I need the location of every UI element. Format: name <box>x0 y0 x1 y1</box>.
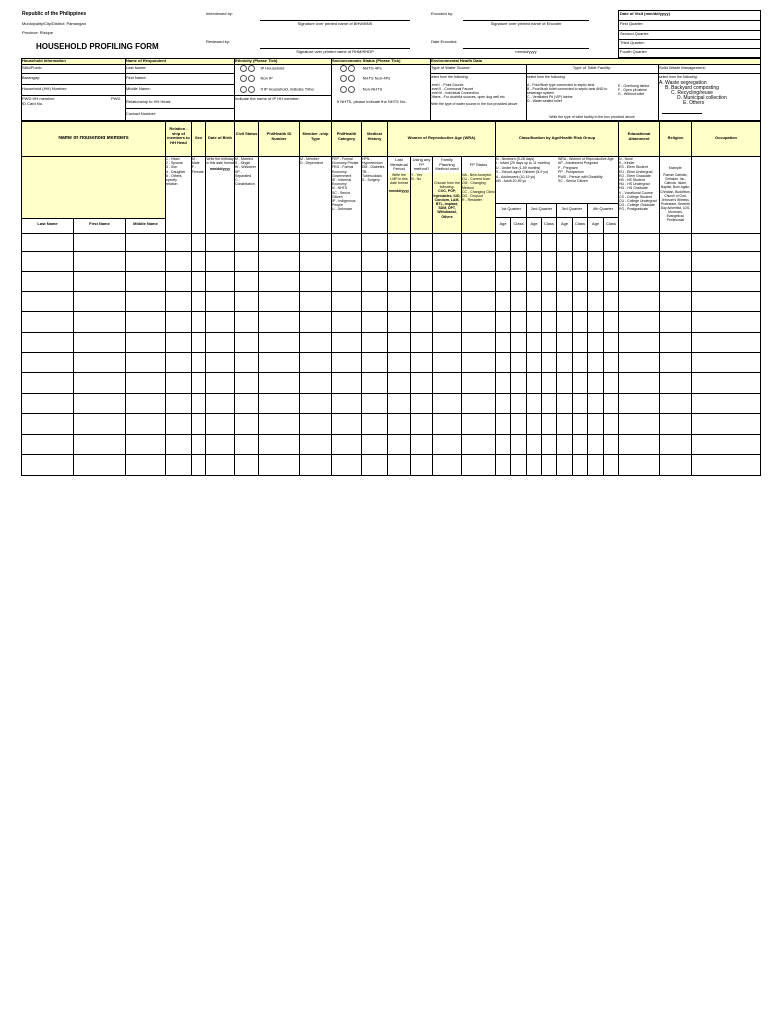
using-legend <box>411 173 432 233</box>
legend-item: CM - Changing Method <box>462 181 486 190</box>
legend-item: I - Infant (29 days up to 11 months) <box>496 161 551 166</box>
respondent-relationship[interactable]: Relationship to HH Head: <box>126 99 172 104</box>
legend-item: TB - Tuberculosis <box>362 169 382 178</box>
respondent-first-name[interactable]: First Name: <box>126 75 147 80</box>
col-using-fp: Using any FP method? <box>412 158 431 172</box>
water-opt: Level I - Point Source <box>430 83 464 88</box>
if-ip-label: If IP Household, indicate Tribe: <box>260 86 315 92</box>
class-heading: Class <box>574 222 585 226</box>
legend-item: ES - Elem Student <box>619 165 648 170</box>
water-opt: Others - For doubtful sources, open dug well etc. <box>430 95 506 100</box>
legend-item: HG - HS Graduate <box>619 186 648 191</box>
toilet-opt: C - Ventilated Pit (VIP) latrine <box>527 95 573 100</box>
solid-opt: B. Backyard composting <box>665 85 719 92</box>
legend-item: mm/dd/yyyy <box>388 188 410 193</box>
legend-item: IE - Informal Economy <box>332 177 352 187</box>
toilet-note: Write the type of toilet facility in the box provided above <box>549 115 635 119</box>
solid-opt: C. Recycling/reuse <box>671 90 713 97</box>
legend-item: FEG - Formal Economy Government <box>332 165 354 178</box>
lmp-legend <box>388 173 410 233</box>
col-ph-category: PhilHealth Category <box>336 132 357 141</box>
legend-item: DM - Diabetes <box>362 165 385 170</box>
col-last-name: Last Name <box>37 222 58 226</box>
solid-opt: A. Waste segregation <box>659 80 707 87</box>
legend-item: WRA - Women of Reproductive Age <box>558 157 614 161</box>
solid-waste-field[interactable]: Solid Waste Management: <box>659 65 706 70</box>
legend-item: F - Female <box>192 165 204 174</box>
toilet-opt: F - Open pit latrine <box>618 88 647 93</box>
legend-item: CU - Current User <box>462 177 491 182</box>
toilet-opt: E - Overhung latrine <box>618 84 650 88</box>
legend-item: PWD - Person with Disability <box>558 174 603 179</box>
class-heading: Class <box>605 222 616 226</box>
id-card-field[interactable]: ID Card No. <box>22 101 44 106</box>
legend-item: A - Adolescent (10-19 yo) <box>496 174 536 179</box>
encoded-by-label: Encoded by: <box>431 11 454 16</box>
legend-item: NA - New Acceptor <box>462 173 492 177</box>
legend-item: N - No <box>411 177 422 182</box>
republic-text: Republic of the Philippines <box>22 11 87 17</box>
respondent-contact[interactable]: Contact Number: <box>126 111 157 116</box>
legend-item: Choose from the following: <box>434 181 460 190</box>
col-middle-name: Middle Name <box>133 222 158 226</box>
legend-item: M - Member <box>300 157 319 161</box>
ip-household-label: IP Household <box>260 65 285 71</box>
religion-legend <box>660 166 691 226</box>
legend-item: S - Single <box>235 161 251 166</box>
fourth-quarter-field[interactable]: Fourth Quarter: <box>620 49 648 54</box>
class-legend-a <box>496 157 558 202</box>
legend-item: IP - Indigenous People <box>332 198 356 208</box>
col-wra: Women of Reproductive Age (WRA) <box>407 136 476 140</box>
province-text: Province: Rizique <box>22 30 54 35</box>
education-legend <box>619 157 659 233</box>
legend-item: specify <box>166 177 177 182</box>
legend-item: Roman Catholic, Christian, Inc., Catholic, Islam, Baptist, Born Again, Christian, Buddhism, Church of God, Jehovah's Witness, Protestant, Seventh Day Adventist, LDS-Mormons, Evangelical, Pentecostal <box>660 173 691 223</box>
quarter-3-heading: 3rd Quarter <box>561 207 583 211</box>
visit-title: Date of Visit (mm/dd/yyyy) <box>620 11 670 16</box>
legend-item: FEP - Formal Economy Private <box>332 157 359 166</box>
pwd-member-field[interactable]: PWD HH member: <box>22 96 56 101</box>
date-format-caption: mm/dd/yyyy <box>515 49 537 54</box>
pwd-label: PWD <box>111 96 121 101</box>
col-religion: Religion <box>667 136 684 140</box>
solid-select-caption: select from the following: <box>659 75 698 79</box>
col-name-members: Name of Household Members <box>58 136 129 141</box>
legend-item: PG - Postgraduate <box>619 207 648 212</box>
category-legend <box>332 157 361 217</box>
legend-item: mm/dd/yyyy <box>209 167 231 172</box>
col-philhealth-id: PhilHealth ID Number <box>266 132 292 141</box>
legend-item: 4 - Daughter <box>166 169 186 174</box>
sitio-field[interactable]: Sitio/Purok: <box>22 65 43 70</box>
age-heading: Age <box>499 222 507 226</box>
legend-item: 5 - Others, <box>166 173 183 178</box>
legend-item: P - Pregnant <box>558 165 578 170</box>
nhts-4ps-label: NHTS 4Ps <box>362 65 382 71</box>
legend-item: V - Vocational Course <box>619 190 653 195</box>
col-lmp: Last Menstrual Period <box>390 158 408 172</box>
toilet-opt: D - Water-sealed toilet <box>527 99 562 104</box>
legend-item: SP - Separated <box>235 169 252 178</box>
legend-item: S - Surgery <box>362 177 380 182</box>
second-quarter-field[interactable]: Second Quarter: <box>620 31 650 36</box>
socio-heading: Socioeconomic Status (Please Tick) <box>332 58 401 63</box>
legend-item: EU - Elem Undergrad <box>619 169 653 174</box>
quarter-1-heading: 1st Quarter <box>500 207 521 211</box>
class-heading: Class <box>543 222 554 226</box>
nhts-non4ps-label: NHTS Non-4Ps <box>362 75 391 81</box>
water-note: Write the type of water source in the box provided above <box>430 102 518 107</box>
non-ip-label: Non IP <box>260 75 273 81</box>
date-encoded-label: Date Encoded: <box>431 39 458 44</box>
col-member-type: Member -ship Type <box>302 132 329 141</box>
sig-encoder-caption: Signature over printed name of Encoder <box>490 21 562 26</box>
legend-item: PP - Postpartum <box>558 170 584 175</box>
legend-item: CC - Changing Clinic <box>462 189 495 194</box>
legend-item: AB - Adult 20-59 yo <box>496 178 527 183</box>
water-source-field[interactable]: Type of Water Source: <box>431 65 471 70</box>
legend-item: HU - HS Undergrad <box>619 182 650 187</box>
quarter-2-heading: 2nd Quarter <box>530 207 553 211</box>
legend-item: N - None <box>619 157 634 161</box>
col-classification: Classification by Age/Health Risk Group <box>518 136 596 140</box>
sig-bhw-caption: Signature over printed name of BHW/BNS <box>297 21 373 26</box>
legend-item: CU - College Undergrad <box>619 198 657 203</box>
hh-info-heading: Household Information <box>22 58 66 63</box>
solid-opt: D. Municipal collection <box>677 95 727 102</box>
water-opt: Level III - Individual Connection <box>430 91 479 96</box>
legend-item: AP - Adolescent Pregnant <box>558 161 599 166</box>
col-dob: Date of Birth <box>208 136 232 140</box>
legend-item: D - Dependent <box>300 161 323 166</box>
age-heading: Age <box>530 222 538 226</box>
reviewed-by-label: Reviewed by: <box>206 39 231 44</box>
if-nhts-field[interactable]: If NHTS, please indicate the NHTS No.: <box>337 99 408 104</box>
sex-legend <box>192 157 205 197</box>
water-opt: Level II - Communal Faucet <box>430 87 473 92</box>
legend-item: CG - College Graduate <box>619 203 655 208</box>
legend-item: CS - College Student <box>619 194 652 199</box>
col-relationship: Relation -ship of members to HH Head <box>167 127 190 145</box>
legend-item: Y - Yes <box>411 173 423 177</box>
age-heading: Age <box>591 222 600 226</box>
respondent-last-name[interactable]: Last Name: <box>126 65 147 70</box>
legend-item: relation <box>166 182 178 187</box>
legend-item: 3 - Son <box>166 165 178 170</box>
legend-item: 1 - Head <box>166 157 180 161</box>
medical-legend <box>362 157 387 197</box>
class-heading: Class <box>513 222 524 226</box>
hh-number-field[interactable]: Household (HH) Number: <box>22 86 68 91</box>
interviewed-by-label: Interviewed by: <box>206 11 233 16</box>
legend-item: Write the LMP in this date format <box>390 173 408 186</box>
non-nhts-label: Non-NHTS <box>362 86 383 92</box>
legend-item: 2 - Spouse <box>166 161 183 166</box>
toilet-opt: G - Without toilet <box>618 92 645 97</box>
ethnicity-heading: Ethnicity (Please Tick) <box>235 58 278 63</box>
legend-item: R - Restarter <box>462 198 483 203</box>
legend-item: C - Cohabitation <box>235 177 255 187</box>
sig-rhm-caption: Signature over printed name of RHM/RHDP <box>296 49 374 54</box>
col-fp-status: FP Status <box>469 163 488 167</box>
age-heading: Age <box>560 222 569 226</box>
water-select-caption: select from the following: <box>430 75 469 79</box>
fp-status-legend <box>462 173 495 233</box>
legend-item: W - Widow/er <box>235 165 256 170</box>
respondent-middle-name[interactable]: Middle Name: <box>126 86 151 91</box>
legend-item: U - Under five (1-59 months) <box>496 165 541 170</box>
municipality-text: Municipality/City/District: Pamangan <box>22 21 86 26</box>
legend-item: U - Unknown <box>332 207 353 212</box>
toilet-opt: B - Pour/flush toilet connected to septic tank AND to sewerage system <box>527 87 608 96</box>
legend-item: K - Kinder <box>619 161 635 166</box>
legend-item: HPN - Hypertension <box>362 157 383 166</box>
legend-item: S - School-aged Children (5-9 yo) <box>496 170 549 175</box>
toilet-field[interactable]: Type of Toilet Facility: <box>572 65 612 70</box>
col-sex: Sex <box>194 136 203 140</box>
col-med-history: Medical History <box>367 132 382 141</box>
legend-item: N - NHTS <box>332 186 348 191</box>
class-legend-b <box>558 157 618 202</box>
form-title: HOUSEHOLD PROFILING FORM <box>36 42 159 51</box>
env-heading: Environmental Health Data <box>431 58 482 63</box>
fp-method-legend <box>433 173 461 233</box>
rel-legend <box>166 157 191 217</box>
member-legend <box>300 157 331 177</box>
legend-item: SC - Senior Citizen <box>332 190 351 199</box>
civil-legend <box>235 157 258 197</box>
legend-item: M - Male <box>192 157 200 166</box>
legend-item: HS - HS Student <box>619 177 645 182</box>
respondent-heading: Name of Respondent <box>126 58 167 63</box>
quarter-4-heading: 4th Quarter <box>592 207 614 211</box>
legend-item: SC - Senior Citizen <box>558 178 588 183</box>
legend-item: EG - Elem Graduate <box>619 173 651 178</box>
col-civil: Civil Status <box>235 132 258 136</box>
legend-item: DO - Dropout <box>462 193 483 198</box>
col-education: Educational Attainment <box>627 132 651 141</box>
barangay-field[interactable]: Barangay: <box>22 75 41 80</box>
toilet-opt: A - Pour/flush type connected to septic tank <box>527 83 595 88</box>
legend-item: COC, POP, Injectables, IUD, Condom, LAM, BTL, Implant, SDM, DPT, Withdrawal, Others <box>433 189 461 219</box>
dob-legend <box>206 157 234 187</box>
first-quarter-field[interactable]: First Quarter: <box>620 21 644 26</box>
solid-opt: E. Others <box>683 100 705 107</box>
indicate-ip-field[interactable]: Indicate the name of IP HH member: <box>235 96 300 101</box>
legend-item: N - Newborn (0-28 days) <box>496 157 535 161</box>
legend-item: M - Married <box>235 157 253 161</box>
col-fp-method: Family Planning Method used <box>435 158 459 172</box>
legend-item: Write the birthday in this date format <box>206 157 234 166</box>
col-occupation: Occupation <box>714 136 737 140</box>
toilet-select-caption: select from the following: <box>527 75 566 79</box>
third-quarter-field[interactable]: Third Quarter: <box>620 40 645 45</box>
col-first-name: First Name <box>89 222 110 226</box>
legend-item: Example: <box>668 166 683 170</box>
